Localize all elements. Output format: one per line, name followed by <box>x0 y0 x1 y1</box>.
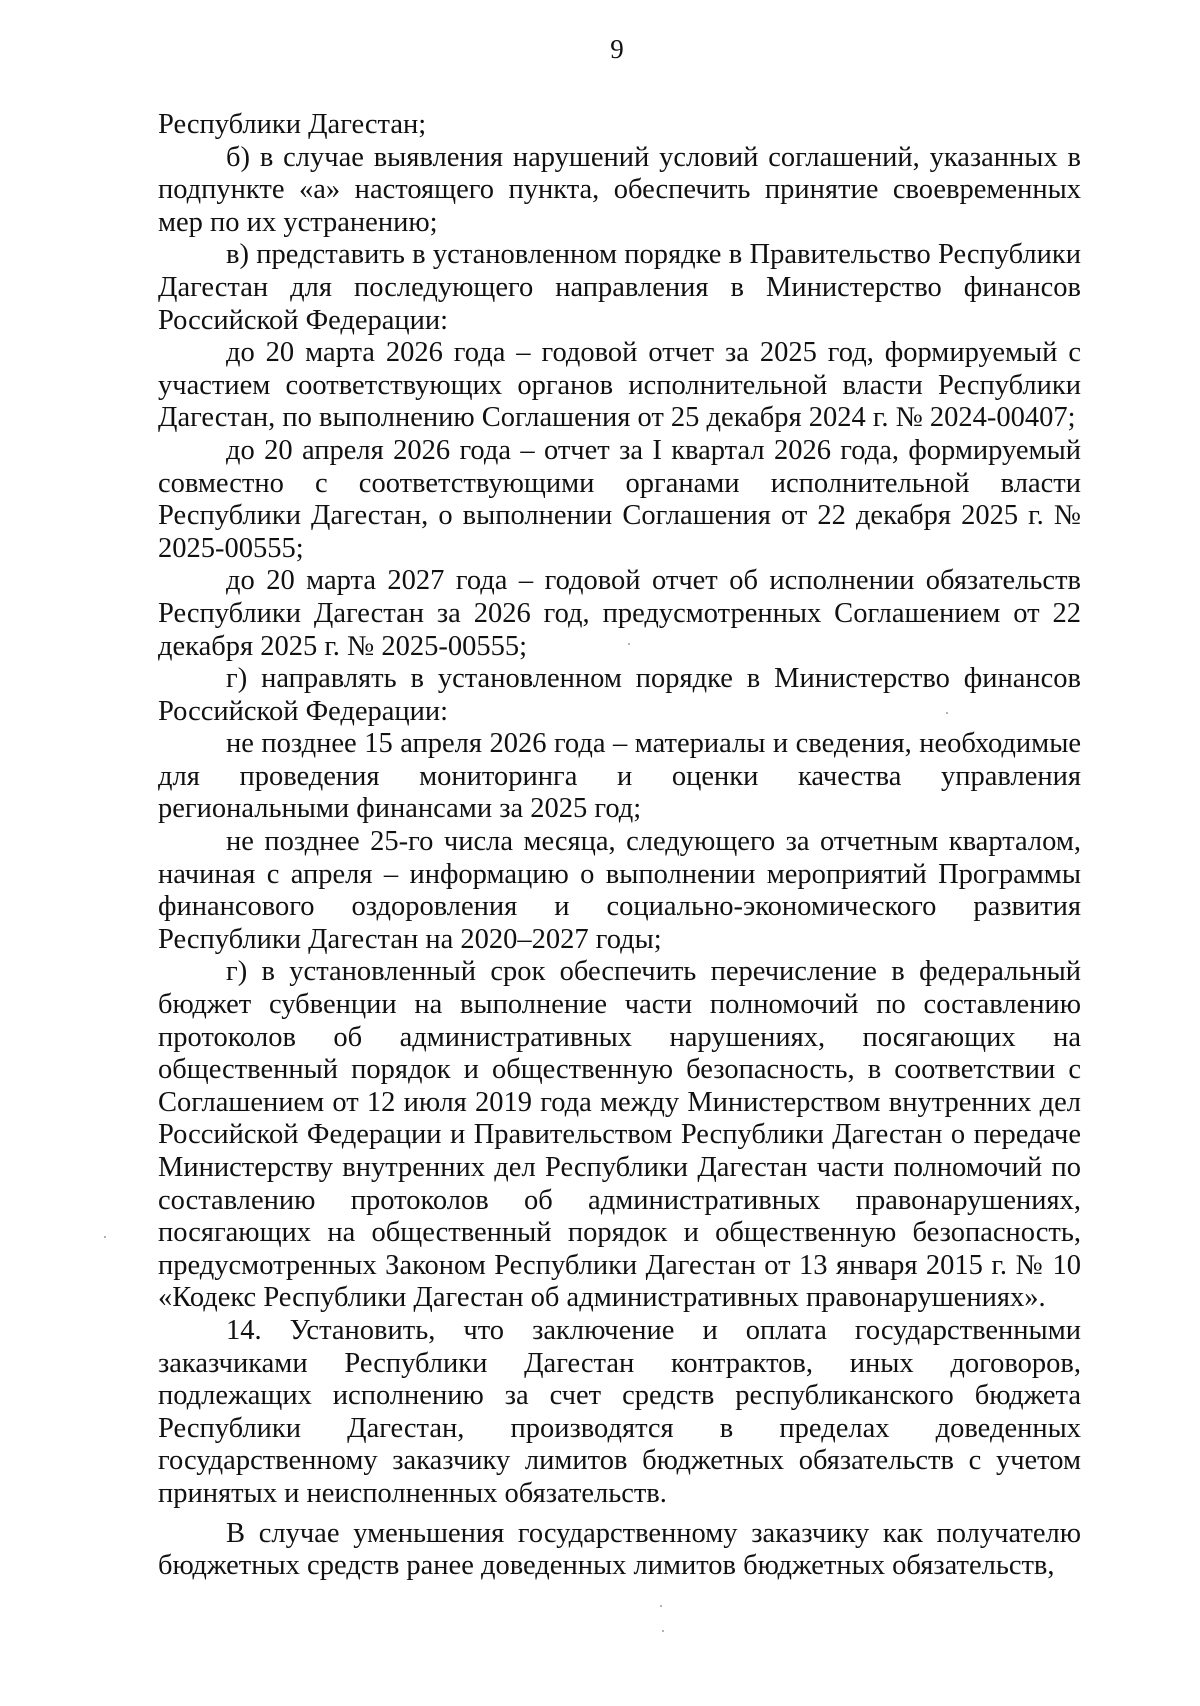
page-number: 9 <box>610 34 624 64</box>
paragraph-annual-report-2026: до 20 марта 2027 года – годовой отчет об исполнении обязательств Республики Дагестан за 2026 год, предусмотренных Соглашением от 22 декабря 2025 г. № 2025-00555; <box>158 565 1081 662</box>
paragraph-item-b: б) в случае выявления нарушений условий соглашений, указанных в подпункте «а» настоящего пункта, обеспечить принятие своевременных мер по их устранению; <box>158 141 1081 238</box>
paragraph-item-v: в) представить в установленном порядке в Правительство Республики Дагестан для последующего направления в Министерство финансов Российской Федерации: <box>158 239 1081 336</box>
scan-speck <box>104 1236 106 1238</box>
scan-speck <box>662 1630 664 1632</box>
paragraph-item-g-send: г) направлять в установленном порядке в Министерство финансов Российской Федерации: <box>158 663 1081 727</box>
scan-speck <box>660 1605 662 1607</box>
paragraph-q1-report-2026: до 20 апреля 2026 года – отчет за I квартал 2026 года, формируемый совместно с соответствующими органами исполнительной власти Республики Дагестан, о выполнении Соглашения от 22 декабря 2025 г. № 2025-00555; <box>158 434 1081 564</box>
paragraph-point-14: 14. Установить, что заключение и оплата государственными заказчиками Республики Дагестан контрактов, иных договоров, подлежащих исполнению за счет средств республиканского бюджета Республики Дагестан, производятся в пределах доведенных государственному заказчику лимитов бюджетных обязательств с учетом принятых и неисполненных обязательств. <box>158 1314 1081 1509</box>
paragraph-continuation: Республики Дагестан; <box>158 109 427 140</box>
paragraph-annual-report-2025: до 20 марта 2026 года – годовой отчет за 2025 год, формируемый с участием соответствующих органов исполнительной власти Республики Дагестан, по выполнению Соглашения от 25 декабря 2024 г. № 2024-00407; <box>158 337 1081 434</box>
document-body <box>158 109 1081 1583</box>
scan-speck <box>946 712 948 714</box>
paragraph-monitoring-materials: не позднее 15 апреля 2026 года – материалы и сведения, необходимые для проведения мониторинга и оценки качества управления региональными финансами за 2025 год; <box>158 728 1081 825</box>
scan-speck <box>628 643 630 645</box>
paragraph-limits-reduction: В случае уменьшения государственному заказчику как получателю бюджетных средств ранее доведенных лимитов бюджетных обязательств, <box>158 1517 1081 1582</box>
paragraph-item-g-subvention: г) в установленный срок обеспечить перечисление в федеральный бюджет субвенции на выполнение части полномочий по составлению протоколов об административных нарушениях, посягающих на общественный порядок и общественную безопасность, в соответствии с Соглашением от 12 июля 2019 года между Министерством внутренних дел Российской Федерации и Правительством Республики Дагестан о передаче Министерству внутренних дел Республики Дагестан части полномочий по составлению протоколов об административных правонарушениях, посягающих на общественный порядок и общественную безопасность, предусмотренных Законом Республики Дагестан от 13 января 2015 г. № 10 «Кодекс Республики Дагестан об административных правонарушениях». <box>158 956 1081 1314</box>
paragraph-program-information: не позднее 25-го числа месяца, следующего за отчетным кварталом, начиная с апреля – информацию о выполнении мероприятий Программы финансового оздоровления и социально-экономического развития Республики Дагестан на 2020–2027 годы; <box>158 826 1081 955</box>
